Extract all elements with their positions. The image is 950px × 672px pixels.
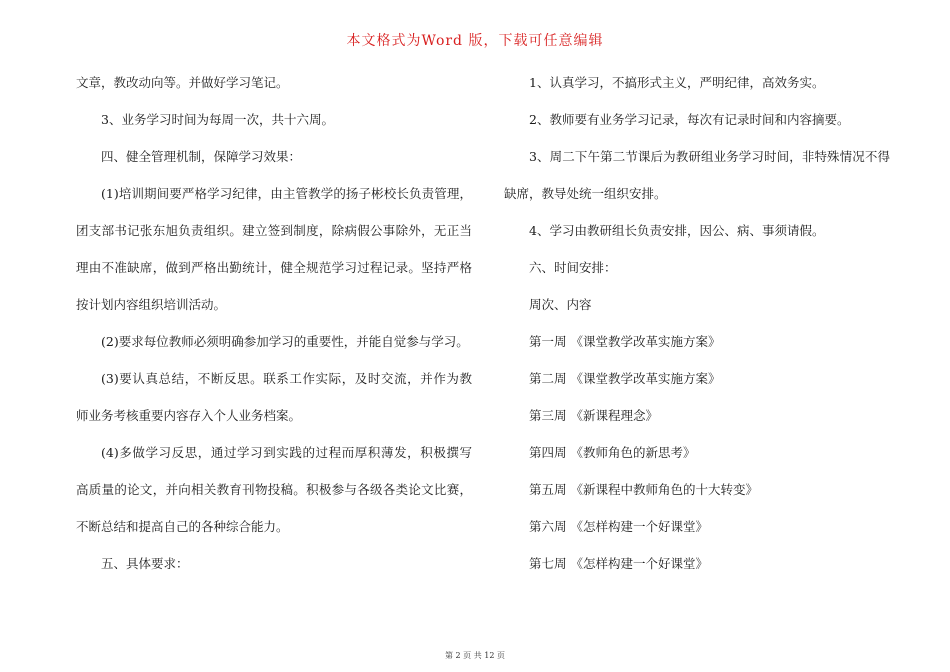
paragraph-line: 3、业务学习时间为每周一次，共十六周。	[101, 112, 334, 127]
schedule-header: 周次、内容	[529, 297, 592, 312]
schedule-item: 第四周 《教师角色的新思考》	[529, 445, 696, 460]
paragraph-line: (1)培训期间要严格学习纪律，由主管教学的扬子彬校长负责管理，	[101, 186, 472, 201]
paragraph-line: (3)要认真总结，不断反思。联系工作实际，及时交流，并作为教	[101, 371, 472, 386]
schedule-item: 第七周 《怎样构建一个好课堂》	[529, 556, 708, 571]
paragraph-line: 2、教师要有业务学习记录，每次有记录时间和内容摘要。	[529, 112, 850, 127]
paragraph-line: 1、认真学习，不搞形式主义，严明纪律，高效务实。	[529, 75, 825, 90]
paragraph-line: 师业务考核重要内容存入个人业务档案。	[76, 408, 302, 423]
paragraph-line: 团支部书记张东旭负责组织。建立签到制度，除病假公事除外，无正当	[76, 223, 472, 238]
schedule-item: 第二周 《课堂教学改革实施方案》	[529, 371, 721, 386]
schedule-item: 第六周 《怎样构建一个好课堂》	[529, 519, 708, 534]
paragraph-line: 按计划内容组织培训活动。	[76, 297, 227, 312]
left-column	[76, 70, 472, 588]
paragraph-line: (2)要求每位教师必须明确参加学习的重要性，并能自觉参与学习。	[101, 334, 469, 349]
document-banner: 本文格式为Word 版，下载可任意编辑	[346, 33, 604, 49]
section-heading: 四、健全管理机制，保障学习效果：	[101, 149, 302, 164]
schedule-item: 第五周 《新课程中教师角色的十大转变》	[529, 482, 758, 497]
paragraph-line: 4、学习由教研组长负责安排，因公、病、事须请假。	[529, 223, 825, 238]
section-heading: 六、时间安排：	[529, 260, 617, 275]
paragraph-line: 3、周二下午第二节课后为教研组业务学习时间，非特殊情况不得	[529, 149, 890, 164]
page-number: 第 2 页 共 12 页	[445, 651, 505, 660]
right-column	[504, 70, 890, 588]
schedule-item: 第一周 《课堂教学改革实施方案》	[529, 334, 721, 349]
paragraph-line: 文章，教改动向等。并做好学习笔记。	[76, 75, 289, 90]
paragraph-line: (4)多做学习反思，通过学习到实践的过程而厚积薄发，积极撰写	[101, 445, 472, 460]
paragraph-line: 不断总结和提高自己的各种综合能力。	[76, 519, 289, 534]
paragraph-line: 缺席，教导处统一组织安排。	[504, 186, 667, 201]
paragraph-line: 高质量的论文，并向相关教育刊物投稿。积极参与各级各类论文比赛，	[76, 482, 472, 497]
section-heading: 五、具体要求：	[101, 556, 189, 571]
paragraph-line: 理由不准缺席，做到严格出勤统计，健全规范学习过程记录。坚持严格	[76, 260, 472, 275]
schedule-item: 第三周 《新课程理念》	[529, 408, 658, 423]
